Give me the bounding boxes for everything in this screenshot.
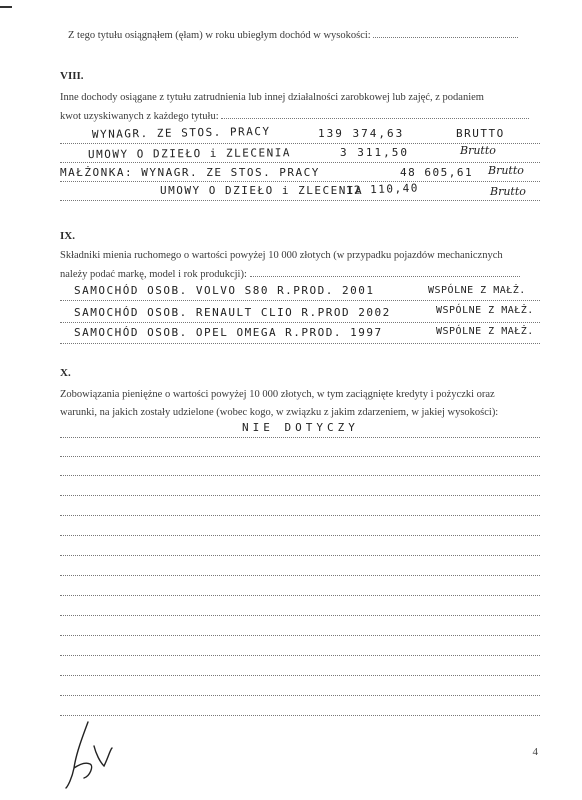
section-ix-entry-3-right: WSPÓLNE Z MAŁŻ. <box>436 326 534 337</box>
section-ix-entry-3-left: SAMOCHÓD OSOB. OPEL OMEGA R.PROD. 1997 <box>74 326 383 339</box>
section-ix-dots <box>250 267 520 277</box>
section-viii-entry-2-amount: 3 311,50 <box>340 146 409 159</box>
section-x-line-12 <box>60 655 540 656</box>
section-viii-entry-4-amount: 12 110,40 <box>345 181 420 197</box>
section-viii-entry-1-left: WYNAGR. ZE STOS. PRACY <box>91 124 271 141</box>
section-x-line-5 <box>60 515 540 516</box>
section-x-line-15 <box>60 715 540 716</box>
section-x-line-3 <box>60 475 540 476</box>
section-ix-text-line2-label: należy podać markę, model i rok produkcji): <box>60 269 247 280</box>
section-ix-entry-1-left: SAMOCHÓD OSOB. VOLVO S80 R.PROD. 2001 <box>74 284 375 297</box>
section-viii-entry-4-left: UMOWY O DZIEŁO i ZLECENIA <box>160 184 364 197</box>
section-x-text-line1: Zobowiązania pieniężne o wartości powyżej 10 000 złotych, w tym zaciągnięte kredyty i pożyczki oraz <box>60 389 495 400</box>
section-viii-entry-4-right: Brutto <box>490 185 526 198</box>
section-x-line-4 <box>60 495 540 496</box>
section-viii-text-line2-label: kwot uzyskiwanych z każdego tytułu: <box>60 111 219 122</box>
section-viii-dots <box>221 109 529 119</box>
section-viii-number: VIII. <box>60 70 84 82</box>
section-ix-entry-1-right: WSPÓLNE Z MAŁŻ. <box>428 285 526 296</box>
income-intro-text: Z tego tytułu osiągnąłem (ęłam) w roku ubiegłym dochód w wysokości: <box>68 30 371 41</box>
section-viii-line-3 <box>60 181 540 182</box>
section-x-line-13 <box>60 675 540 676</box>
section-x-line-14 <box>60 695 540 696</box>
section-x-line-11 <box>60 635 540 636</box>
section-ix-entry-2-left: SAMOCHÓD OSOB. RENAULT CLIO R.PROD 2002 <box>74 306 391 319</box>
section-viii-line-2 <box>60 162 540 163</box>
section-x-entry: NIE DOTYCZY <box>242 421 359 434</box>
section-viii-line-4 <box>60 200 540 201</box>
section-x-number: X. <box>60 367 71 379</box>
section-ix-text-line2 <box>60 267 520 282</box>
section-ix-number: IX. <box>60 230 75 242</box>
section-x-line-6 <box>60 535 540 536</box>
section-ix-line-3 <box>60 343 540 344</box>
section-ix-line-2 <box>60 322 540 323</box>
income-intro-dots <box>373 28 518 38</box>
section-x-line-7 <box>60 555 540 556</box>
section-ix-entry-2-right: WSPÓLNE Z MAŁŻ. <box>436 305 534 316</box>
section-x-line-1 <box>60 437 540 438</box>
page-number: 4 <box>532 746 538 758</box>
section-viii-entry-1-right: BRUTTO <box>456 127 505 140</box>
section-ix-text-line1: Składniki mienia ruchomego o wartości powyżej 10 000 złotych (w przypadku pojazdów mechanicznych <box>60 250 503 261</box>
section-viii-entry-2-left: UMOWY O DZIEŁO i ZLECENIA <box>87 146 292 161</box>
section-viii-entry-3-amount: 48 605,61 <box>400 166 474 179</box>
section-x-line-9 <box>60 595 540 596</box>
income-intro-line <box>68 28 518 43</box>
section-x-line-10 <box>60 615 540 616</box>
scan-edge-mark <box>0 6 12 8</box>
handwritten-signature <box>60 718 120 790</box>
section-x-line-2 <box>60 456 540 457</box>
section-viii-entry-3-right: Brutto <box>488 164 524 177</box>
section-viii-entry-2-right: Brutto <box>460 144 496 157</box>
section-viii-text-line1: Inne dochody osiągane z tytułu zatrudnienia lub innej działalności zarobkowej lub zajęć, z podaniem <box>60 92 484 103</box>
section-ix-line-1 <box>60 300 540 301</box>
section-viii-text-line2 <box>60 109 529 124</box>
section-x-text-line2: warunki, na jakich zostały udzielone (wobec kogo, w związku z jakim zdarzeniem, w jakiej wysokości): <box>60 407 499 418</box>
section-viii-entry-1-amount: 139 374,63 <box>318 127 405 140</box>
section-viii-entry-3-left: MAŁŻONKA: WYNAGR. ZE STOS. PRACY <box>60 166 320 179</box>
section-x-line-8 <box>60 575 540 576</box>
